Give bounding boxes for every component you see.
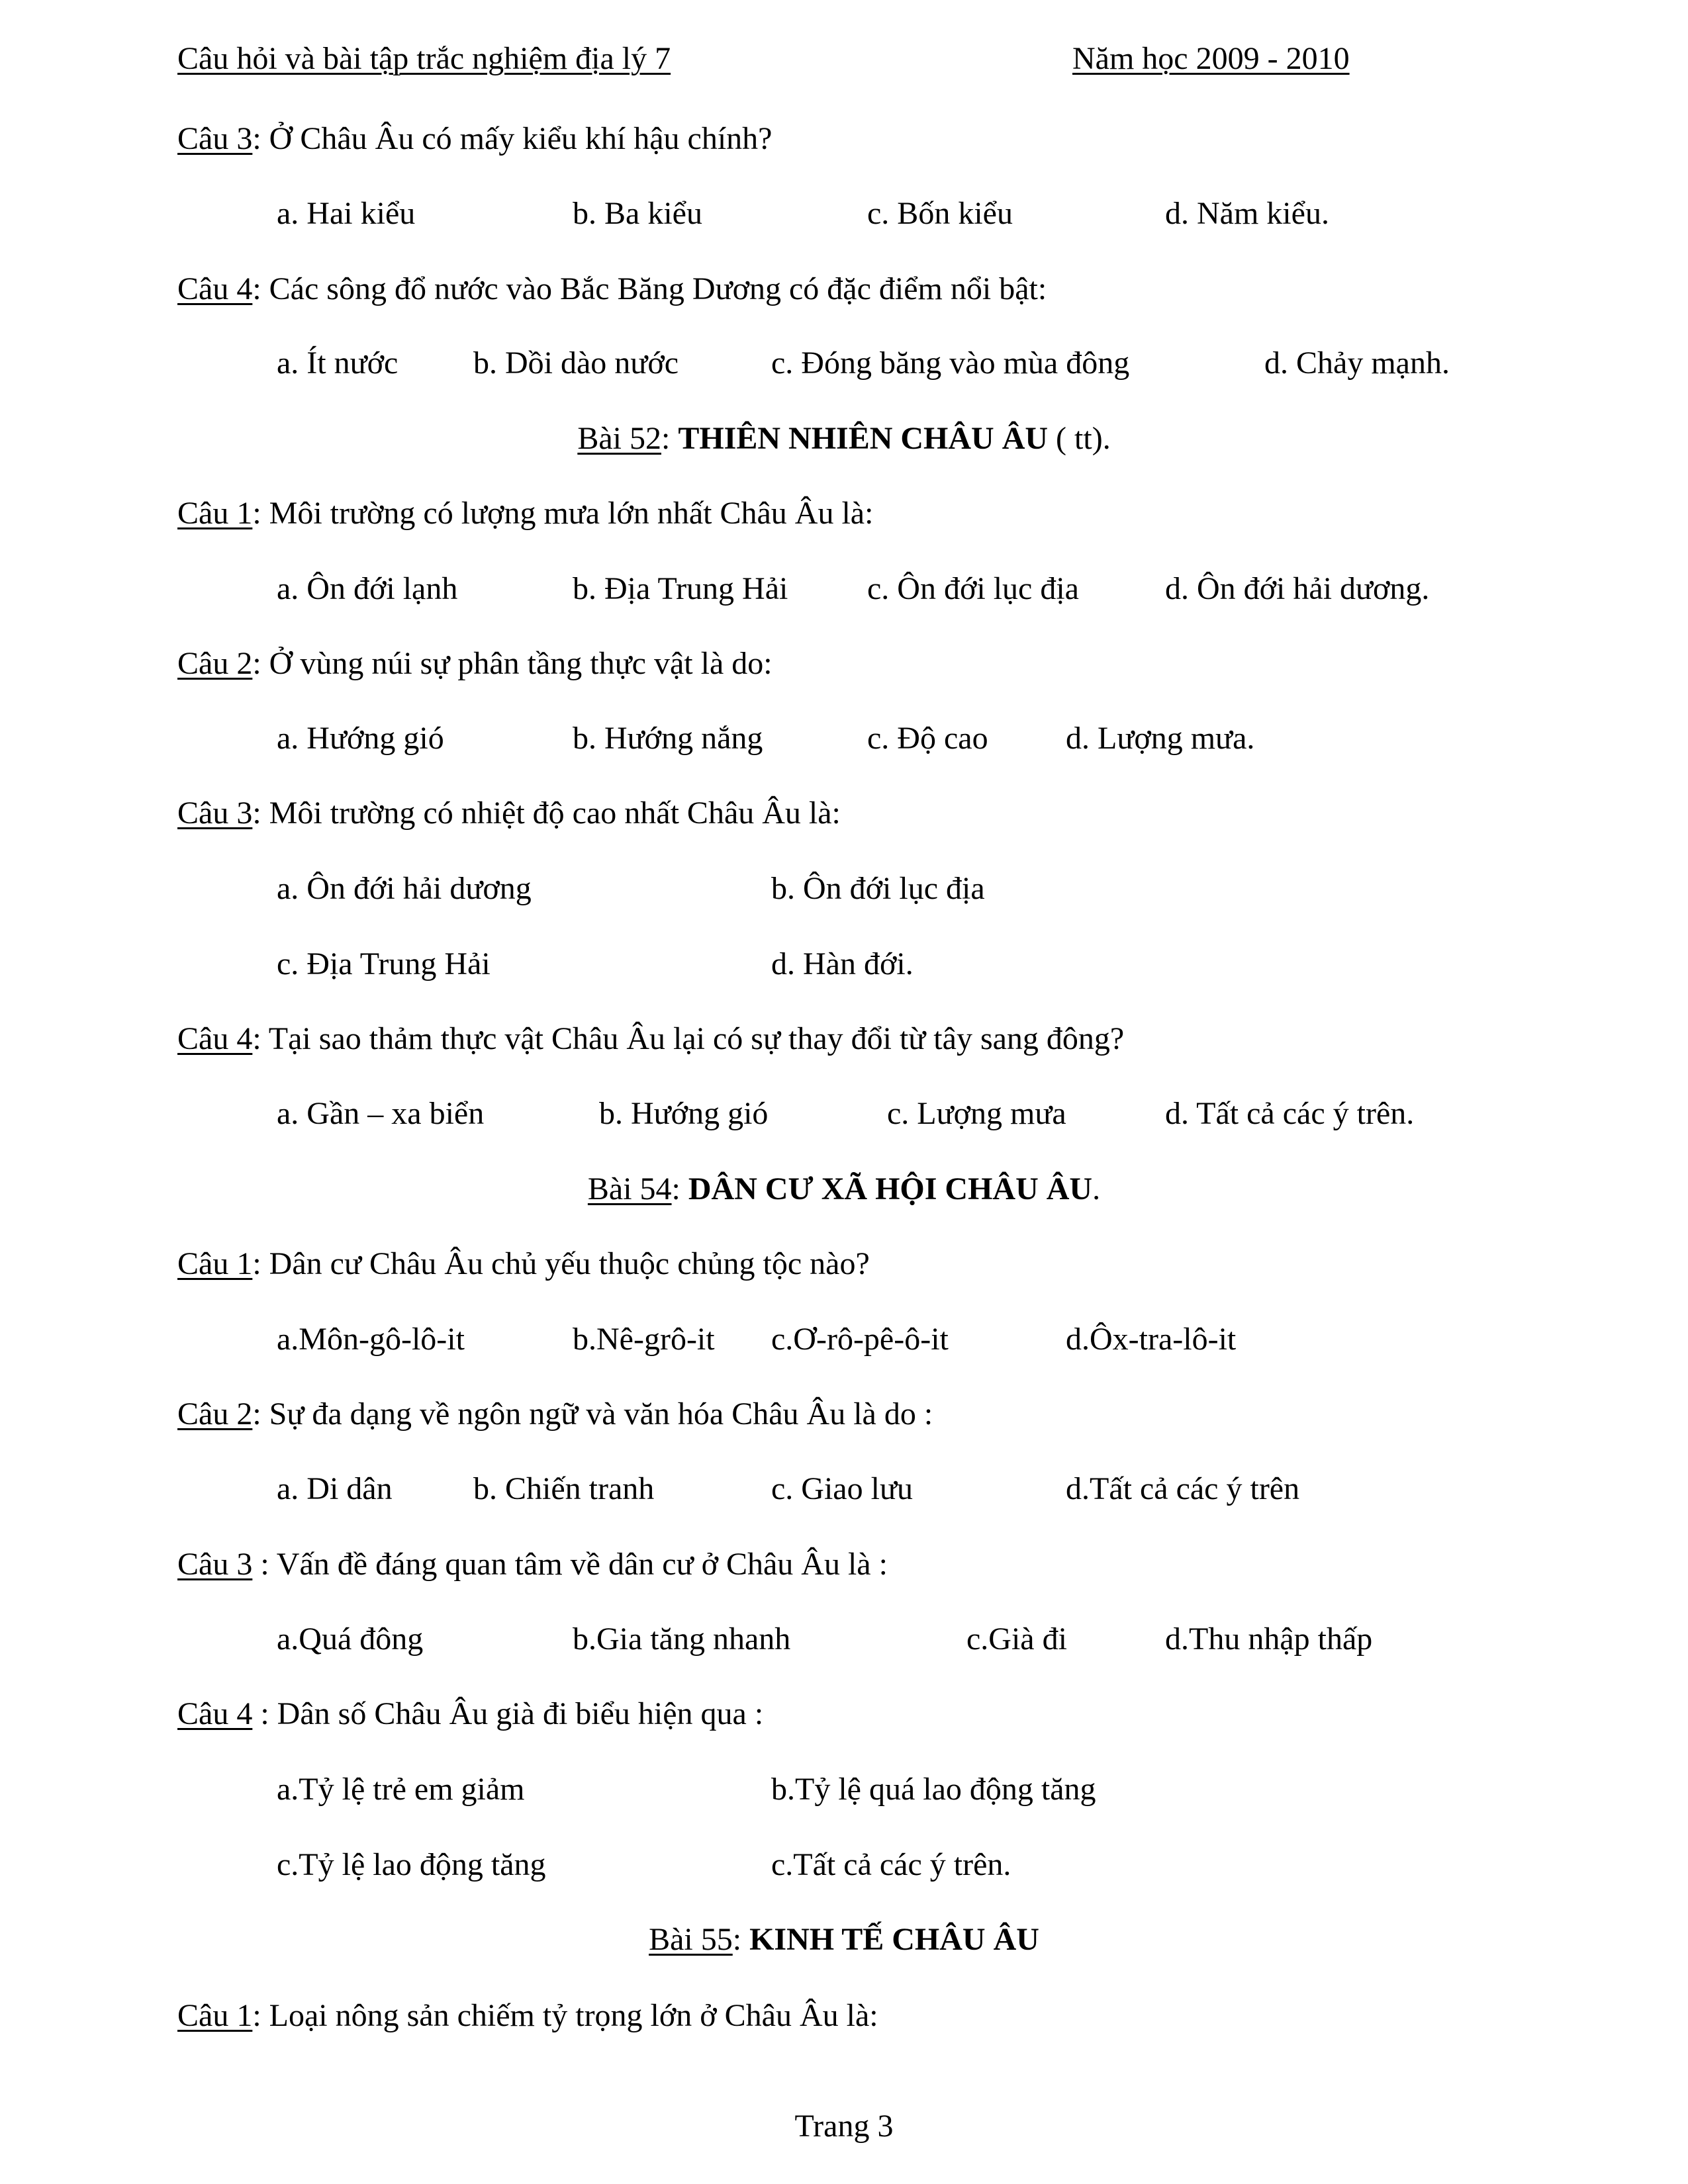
question-54-4 xyxy=(177,1694,763,1734)
question-label: Câu 1 xyxy=(177,496,253,531)
question-text: : Các sông đổ nước vào Bắc Băng Dương có đặc điểm nổi bật: xyxy=(252,271,1047,306)
option-a: a. Ôn đới hải dương xyxy=(277,871,532,906)
page-number: Trang 3 xyxy=(794,2109,894,2144)
option-b: b.Tỷ lệ quá lao động tăng xyxy=(771,1772,1096,1807)
question-label: Câu 4 xyxy=(177,1696,253,1731)
option-c: c.Già đi xyxy=(966,1621,1067,1657)
question-text: : Môi trường có lượng mưa lớn nhất Châu Âu là: xyxy=(252,496,874,531)
option-a: a.Tỷ lệ trẻ em giảm xyxy=(277,1772,525,1807)
option-b: b.Gia tăng nhanh xyxy=(573,1621,791,1657)
lesson-52-heading xyxy=(0,419,1688,459)
option-b: b. Ba kiểu xyxy=(573,196,702,231)
option-c: c. Độ cao xyxy=(867,721,988,756)
question-52-3 xyxy=(177,794,841,833)
option-d: d. Hàn đới. xyxy=(771,946,914,981)
lesson-title: THIÊN NHIÊN CHÂU ÂU xyxy=(678,421,1049,456)
question-text: : Ở vùng núi sự phân tầng thực vật là do: xyxy=(252,646,773,681)
question-prev-4 xyxy=(177,269,1047,309)
question-label: Câu 3 xyxy=(177,1547,253,1582)
question-label: Câu 4 xyxy=(177,1021,253,1056)
option-a: a.Môn-gô-lô-it xyxy=(277,1322,465,1357)
option-c: c. Đóng băng vào mùa đông xyxy=(771,345,1130,381)
question-prev-3 xyxy=(177,119,772,159)
lesson-suffix: ( tt). xyxy=(1048,421,1111,456)
question-text: : Dân cư Châu Âu chủ yếu thuộc chủng tộc nào? xyxy=(252,1246,870,1281)
option-a: a. Hướng gió xyxy=(277,721,444,756)
question-label: Câu 1 xyxy=(177,1998,253,2033)
lesson-title: DÂN CƯ XÃ HỘI CHÂU ÂU xyxy=(688,1171,1093,1206)
question-label: Câu 4 xyxy=(177,271,253,306)
question-text: : Loại nông sản chiếm tỷ trọng lớn ở Châu Âu là: xyxy=(252,1998,878,2033)
question-label: Câu 1 xyxy=(177,1246,253,1281)
question-52-2 xyxy=(177,644,773,684)
option-b: b. Chiến tranh xyxy=(473,1471,655,1506)
lesson-suffix: . xyxy=(1092,1171,1101,1206)
option-c: c. Bốn kiểu xyxy=(867,196,1013,231)
option-a: a. Ôn đới lạnh xyxy=(277,571,458,606)
question-54-1 xyxy=(177,1244,870,1284)
lesson-sep: : xyxy=(732,1922,742,1957)
option-d: d. Chảy mạnh. xyxy=(1264,345,1450,381)
question-54-3 xyxy=(177,1545,888,1584)
option-d: d. Năm kiểu. xyxy=(1165,196,1329,231)
option-d: d.Tất cả các ý trên xyxy=(1066,1471,1300,1506)
option-b: b. Hướng nắng xyxy=(573,721,763,756)
lesson-label: Bài 54 xyxy=(587,1171,672,1206)
option-b: b.Nê-grô-it xyxy=(573,1322,715,1357)
option-d: c.Tất cả các ý trên. xyxy=(771,1847,1011,1882)
lesson-sep: : xyxy=(671,1171,680,1206)
question-label: Câu 3 xyxy=(177,121,253,156)
question-text: : Môi trường có nhiệt độ cao nhất Châu Âu là: xyxy=(252,796,841,831)
option-d: d.Thu nhập thấp xyxy=(1165,1621,1373,1657)
question-54-2 xyxy=(177,1394,933,1434)
option-b: b. Hướng gió xyxy=(599,1096,769,1131)
lesson-label: Bài 55 xyxy=(649,1922,733,1957)
question-label: Câu 2 xyxy=(177,1396,253,1432)
option-a: a. Di dân xyxy=(277,1471,393,1506)
option-b: b. Địa Trung Hải xyxy=(573,571,788,606)
lesson-55-heading xyxy=(0,1920,1688,1960)
question-label: Câu 2 xyxy=(177,646,253,681)
lesson-title: KINH TẾ CHÂU ÂU xyxy=(749,1922,1039,1957)
option-a: a. Ít nước xyxy=(277,345,399,381)
question-text: : Tại sao thảm thực vật Châu Âu lại có sự thay đổi từ tây sang đông? xyxy=(252,1021,1125,1056)
option-b: b. Ôn đới lục địa xyxy=(771,871,985,906)
question-text: : Ở Châu Âu có mấy kiểu khí hậu chính? xyxy=(252,121,773,156)
question-52-1 xyxy=(177,494,873,533)
option-d: d. Lượng mưa. xyxy=(1066,721,1255,756)
question-text: : Sự đa dạng về ngôn ngữ và văn hóa Châu Âu là do : xyxy=(252,1396,933,1432)
question-label: Câu 3 xyxy=(177,796,253,831)
question-55-1 xyxy=(177,1996,878,2036)
option-a: a. Gần – xa biển xyxy=(277,1096,485,1131)
option-d: d. Ôn đới hải dương. xyxy=(1165,571,1430,606)
option-c: c. Giao lưu xyxy=(771,1471,913,1506)
question-text: : Vấn đề đáng quan tâm về dân cư ở Châu Âu là : xyxy=(252,1547,888,1582)
lesson-54-heading xyxy=(0,1169,1688,1209)
question-text: : Dân số Châu Âu già đi biểu hiện qua : xyxy=(252,1696,764,1731)
lesson-label: Bài 52 xyxy=(577,421,661,456)
header-title: Câu hỏi và bài tập trắc nghiệm địa lý 7 xyxy=(177,41,671,76)
option-b: b. Dồi dào nước xyxy=(473,345,679,381)
option-c: c. Địa Trung Hải xyxy=(277,946,491,981)
option-a: a. Hai kiểu xyxy=(277,196,416,231)
option-d: d.Ôx-tra-lô-it xyxy=(1066,1322,1237,1357)
lesson-sep: : xyxy=(661,421,671,456)
option-c: c.Ơ-rô-pê-ô-it xyxy=(771,1322,949,1357)
option-a: a.Quá đông xyxy=(277,1621,424,1657)
option-d: d. Tất cả các ý trên. xyxy=(1165,1096,1415,1131)
question-52-4 xyxy=(177,1019,1124,1059)
header-year: Năm học 2009 - 2010 xyxy=(1072,41,1350,76)
option-c: c.Tỷ lệ lao động tăng xyxy=(277,1847,546,1882)
option-c: c. Ôn đới lục địa xyxy=(867,571,1079,606)
option-c: c. Lượng mưa xyxy=(887,1096,1066,1131)
